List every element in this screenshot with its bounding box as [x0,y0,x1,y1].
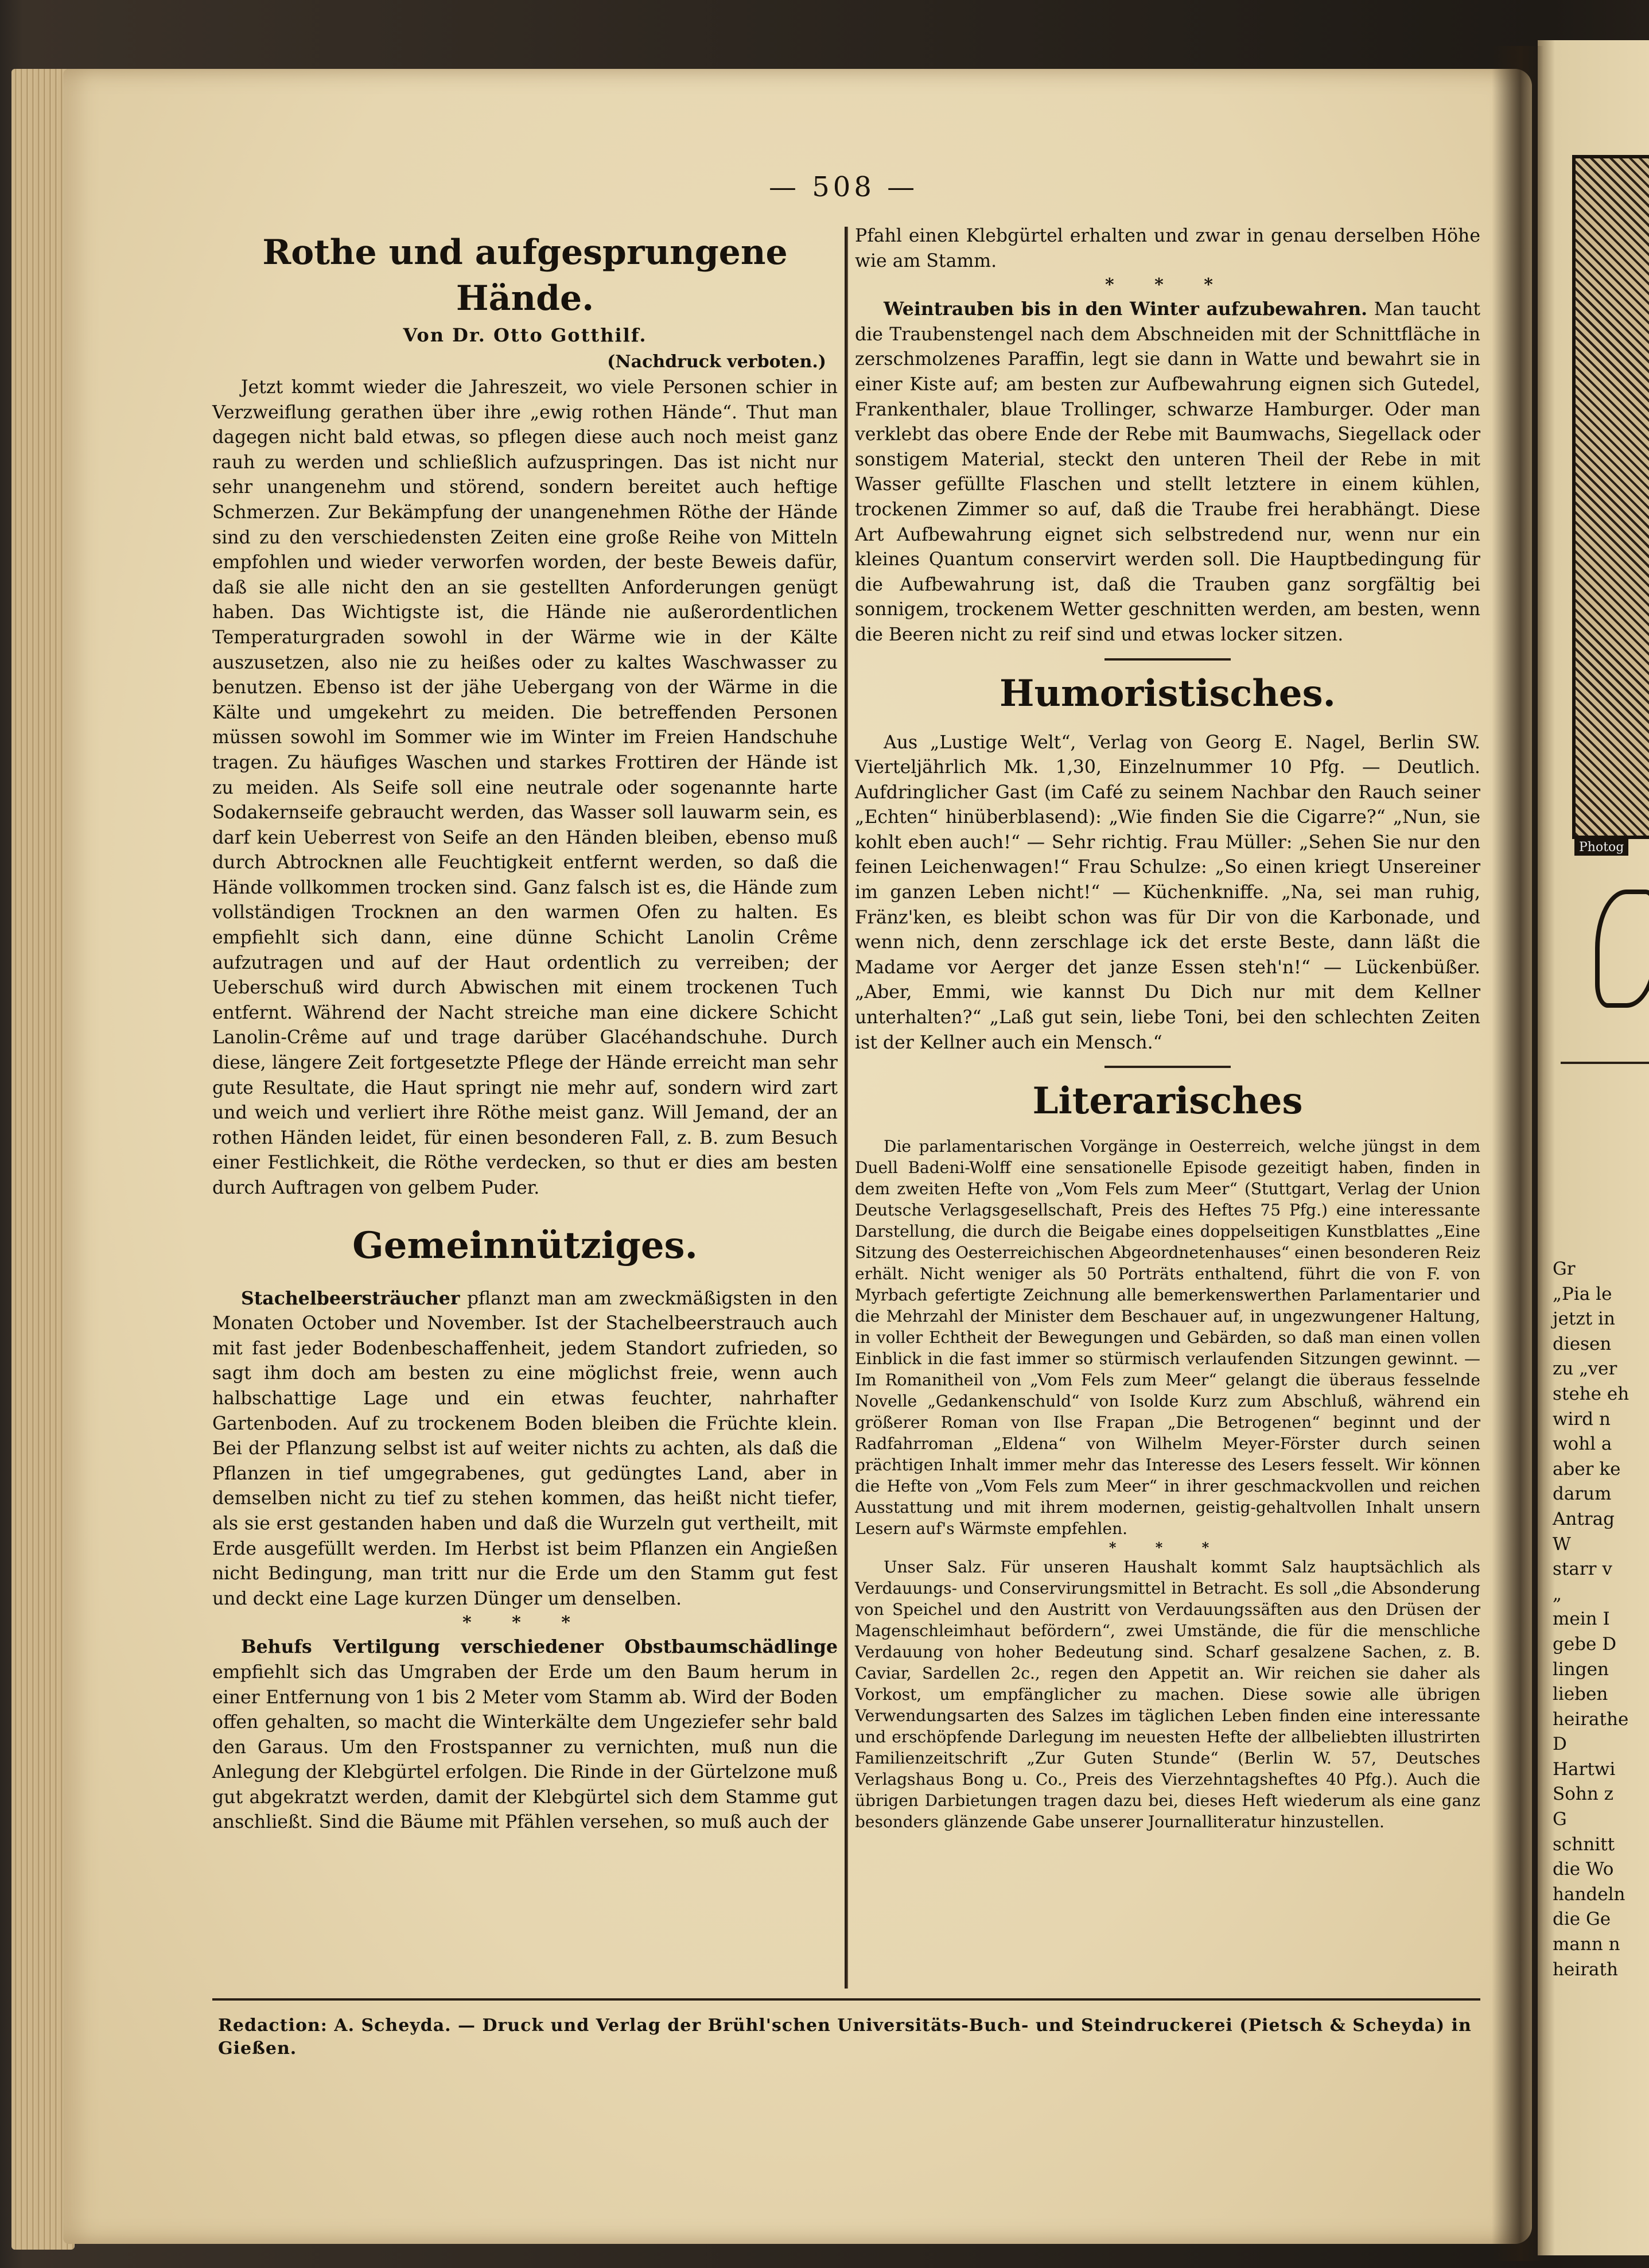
adjacent-line: lingen [1553,1659,1609,1680]
adjacent-line: heirath [1553,1959,1618,1980]
article-byline: Von Dr. Otto Gotthilf. [403,324,647,346]
section-rule [1104,1066,1231,1068]
paragraph-lead: Weintrauben bis in den Winter aufzubewahren. [884,298,1368,320]
section-rule [1104,658,1231,661]
salt-paragraph: Unser Salz. Für unseren Haushalt kommt Salz hauptsächlich als Verdauungs- und Conservirungsmittel in Betracht. Es soll „die Absonderung von Speichel und den Austritt von Verdauungssäften aus den Drüsen der Magenschleimhaut befördern“, zwei Umstände, die für die menschliche Verdauung von hoher Bedeutung sind. Scharf gesalzene Sachen, z. B. Caviar, Sardellen 2c., regen den Appetit an. Wir reichen sie daher als Vorkost, um empfänglicher zu machen. Diese sowie alle übrigen Verwendungsarten des Salzes im täglichen Leben finden eine interessante und erschöpfende Darlegung im neuesten Hefte der allbeliebten illustrirten Familienzeitschrift „Zur Guten Stunde“ (Berlin W. 57, Deutsches Verlagshaus Bong u. Co., Preis des Vierzehntagsheftes 40 Pfg.). Auch die übrigen Darbietungen tragen dazu bei, dieses Heft wiederum als eine ganz besonders glänzende Gabe unserer Journalliteratur hinzustellen. [855,1558,1480,1832]
adjacent-page [1538,40,1649,2255]
engraving-illustration [1572,155,1649,839]
reprint-notice: (Nachdruck verboten.) [607,352,826,372]
paragraph-text: pflanzt man am zweckmäßigsten in den Monaten October und November. Ist der Stachelbeerstrauch auch mit fast jeder Bodenbeschaffenheit, jedem Standort zufrieden, so sagt ihm doch am besten zu eine möglichst freie, wenn auch halbschattige Lage und ein etwas feuchter, nahrhafter Gartenboden. Auf zu trockenem Boden bleiben die Früchte klein. Bei der Pflanzung selbst ist auf weiter nichts zu achten, als daß die Pflanzen in tief umgegrabenes, gut gedüngtes Land, aber in demselben nicht zu tief zu stehen kommen, das heißt nicht tiefer, als sie erst gestanden haben und daß die Wurzeln gut vertheilt, mit Erde ausgefüllt werden. Im Herbst ist beim Pflanzen ein Angießen nicht Bedingung, man tritt nur die Erde um den Stamm gut fest und deckt eine Lage kurzen Dünger um denselben. [212,1288,838,1609]
left-column [212,230,838,1835]
page-number: — 508 — [769,171,919,203]
adjacent-line: darum [1553,1483,1612,1505]
article-body: Jetzt kommt wieder die Jahreszeit, wo viele Personen schier in Verzweiflung gerathen über ihre „ewig rothen Hände“. Thut man dagegen nicht bald etwas, so pflegen diese auch noch meist ganz rauh zu werden und schließlich aufzuspringen. Das ist nicht nur sehr unangenehm und störend, sondern bereitet auch heftige Schmerzen. Zur Bekämpfung der unangenehmen Röthe der Hände sind zu den verschiedensten Zeiten eine große Reihe von Mitteln empfohlen und wieder verworfen worden, der beste Beweis dafür, daß sie alle nicht den an sie gestellten Anforderungen genügt haben. Das Wichtigste ist, die Hände nie außerordentlichen Temperaturgraden sowohl in der Wärme wie in der Kälte auszusetzen, also nie zu heißes oder zu kaltes Waschwasser zu benutzen. Ebenso ist der jähe Uebergang von der Wärme in die Kälte und umgekehrt zu meiden. Die betreffenden Personen müssen sowohl im Sommer wie im Winter im Freien Handschuhe tragen. Zu häufiges Waschen und starkes Frottiren der Hände ist zu meiden. Als Seife soll eine neutrale oder sogenannte harte Sodakernseife gebraucht werden, das Wasser soll lauwarm sein, es darf kein Ueberrest von Seife an den Händen bleiben, ebenso muß durch Abtrocknen alle Feuchtigkeit entfernt werden, so daß die Hände vollkommen trocken sind. Ganz falsch ist es, die Hände zum vollständigen Trocknen an den warmen Ofen zu halten. Es empfiehlt sich dann, eine dünne Schicht Lanolin Crême aufzutragen und auf der Haut ordentlich zu verreiben; der Ueberschuß wird durch Abwischen mit einem trockenen Tuch entfernt. Während der Nacht streiche man eine dickere Schicht Lanolin-Crême auf und trage darüber Glacéhandschuhe. Durch diese, längere Zeit fortgesetzte Pflege der Hände erreicht man sehr gute Resultate, die Haut springt nie mehr auf, sondern wird zart und weich und verliert ihre Röthe meist ganz. Will Jemand, der an rothen Händen leidet, für einen besonderen Fall, z. B. zum Besuch einer Festlichkeit, die Röthe verdecken, so thut er dies am besten durch Auftragen von gelbem Puder. [212,377,838,1198]
adjacent-line: handeln [1553,1883,1625,1905]
grapes-paragraph [855,297,1480,647]
adjacent-line: heirathe [1553,1708,1629,1730]
adjacent-line: wohl a [1553,1434,1612,1455]
asterism: * * * [462,1613,588,1633]
section-heading-humoristisches: Humoristisches. [999,671,1336,715]
adjacent-line: starr v [1553,1559,1612,1580]
paragraph-text: empfiehlt sich das Umgraben der Erde um den Baum herum in einer Entfernung von 1 bis 2 Meter vom Stamm ab. Wird der Boden offen gehalten, so macht die Winterkälte dem Ungeziefer sehr bald den Garaus. Um den Frostspanner zu vernichten, muß nun die Anlegung der Klebgürtel erfolgen. Die Rinde in der Gürtelzone muß gut abgekratzt werden, damit der Klebgürtel sich dem Stamme gut anschließt. Sind die Bäume mit Pfählen versehen, so muß auch der [212,1661,838,1833]
asterism: * * * [1105,275,1230,296]
paragraph-text: Man taucht die Traubenstengel nach dem Abschneiden mit der Schnittfläche in zerschmolzenes Paraffin, legt sie dann in Watte und bewahrt sie in einer Kiste auf; am besten zur Aufbewahrung eignen sich Gutedel, Frankenthaler, blaue Trollinger, schwarze Hamburger. Oder man verklebt das obere Ende der Rebe mit Baumwachs, Siegellack oder sonstigem Material, steckt den unteren Theil der Rebe in mit Wasser gefüllte Flaschen und stellt letztere in einem kühlen, trockenen Zimmer so auf, daß die Traube frei herabhängt. Diese Art Aufbewahrung eignet sich selbstredend nur, wenn nur ein kleines Quantum conservirt werden soll. Die Hauptbedingung für die Aufbewahrung ist, daß die Trauben ganz sorgfältig bei sonnigem, trockenem Wetter geschnitten werden, am besten, wenn die Beeren nicht zu reif sind und etwas locker sitzen. [855,299,1480,645]
adjacent-line: die Wo [1553,1859,1614,1880]
adjacent-line: schnitt [1553,1834,1615,1855]
paragraph-lead: Stachelbeersträucher [241,1287,460,1309]
adjacent-line: D [1553,1734,1567,1755]
right-column [855,224,1480,1832]
continuation-paragraph: Pfahl einen Klebgürtel erhalten und zwar in genau derselben Höhe wie am Stamm. [855,226,1480,271]
gooseberry-paragraph [212,1286,838,1612]
adjacent-page-text [1553,1257,1649,1982]
adjacent-line: Gr [1553,1259,1576,1279]
adjacent-line: mein I [1553,1609,1610,1630]
section-heading-gemeinnuetziges: Gemeinnütziges. [352,1224,698,1267]
adjacent-line: lieben [1553,1684,1608,1705]
adjacent-line: gebe D [1553,1633,1617,1655]
adjacent-line: W [1553,1533,1571,1555]
adjacent-line: „Pia le [1553,1283,1612,1304]
adjacent-line: stehe eh [1553,1383,1629,1404]
column-divider-edge [847,227,848,1989]
adjacent-line: Hartwi [1553,1758,1616,1780]
adjacent-line: die Ge [1553,1909,1611,1930]
adjacent-line: mann n [1553,1934,1620,1955]
paragraph-lead: Behufs Vertilgung verschiedener Obstbaumschädlinge [241,1636,838,1658]
adjacent-line: aber ke [1553,1458,1621,1479]
literature-paragraph: Die parlamentarischen Vorgänge in Oesterreich, welche jüngst in dem Duell Badeni-Wolff eine sensationelle Episode gezeitigt haben, finden in dem zweiten Hefte von „Vom Fels zum Meer“ (Stuttgart, Verlag der Union Deutsche Verlagsgesellschaft, Preis des Heftes 75 Pfg.) eine interessante Darstellung, die durch die Beigabe eines doppelseitigen Kunstblattes „Eine Sitzung des Oesterreichischen Abgeordnetenhauses“ einen besonderen Reiz erhält. Nicht weniger als 50 Porträts enthaltend, führt die von F. von Myrbach gefertigte Zeichnung alle bemerkenswerthen Parlamentarier und die Mehrzahl der Minister dem Beschauer auf, in ungezwungener Haltung, in voller Echtheit der Bewegungen und Gebärden, so daß man einen vollen Einblick in die fast immer so stürmisch verlaufenden Sitzungen gewinnt. — Im Romanitheil von „Vom Fels zum Meer“ gelangt die überaus fesselnde Novelle „Gedankenschuld“ von Isolde Kurz zum Abschluß, während ein größerer Roman von Ilse Frapan „Die Betrogenen“ beginnt und der Radfahrroman „Eldena“ von Wilhelm Meyer-Förster durch seinen prächtigen Inhalt immer mehr das Interesse des Lesers fesselt. Wir können die Hefte von „Vom Fels zum Meer“ in ihrer geschmackvollen und reichen Ausstattung und mit ihrem modernen, geistig-gehaltvollen Inhalt unsern Lesern auf's Wärmste empfehlen. [855,1137,1480,1539]
adjacent-line: „ [1553,1583,1562,1605]
adjacent-line: G [1553,1809,1567,1830]
adjacent-line: wird n [1553,1408,1611,1430]
adjacent-line: Antrag [1553,1508,1615,1529]
illustration-caption: Photog [1574,839,1628,856]
book-gutter [1492,46,1543,2261]
article-title: Rothe und aufgesprungene Hände. [262,232,788,319]
asterism: * * * [1109,1539,1227,1556]
footer-rule [212,1998,1480,2001]
humor-paragraph: Aus „Lustige Welt“, Verlag von Georg E. Nagel, Berlin SW. Vierteljährlich Mk. 1,30, Einzelnummer 10 Pfg. — Deutlich. Aufdringlicher Gast (im Café zu seinem Nachbar den Rauch seiner „Echten“ hinüberblasend): „Wie finden Sie die Cigarre?“ „Nun, sie kohlt eben auch!“ — Sehr richtig. Frau Müller: „Sehen Sie nur den feinen Leichenwagen!“ Frau Schulze: „So einen kriegt Unsereiner im ganzen Leben nicht!“ — Küchenkniffe. „Na, sei man ruhig, Fränz'ken, es bleibt schon was für Dir von die Karbonade, und wenn nich, denn zerschlage ick det erste Beste, dann läßt die Madame vor Aerger det janze Essen steh'n!“ — Lückenbüßer. „Aber, Emmi, wie kannst Du Dich nur mit dem Kellner unterhalten?“ „Laß gut sein, liebe Toni, bei den schlechten Zeiten ist der Kellner auch ein Mensch.“ [855,732,1480,1053]
pest-control-paragraph [212,1634,838,1835]
imprint-footer: Redaction: A. Scheyda. — Druck und Verlag der Brühl'schen Universitäts-Buch- und Steindruckerei (Pietsch & Scheyda) in Gießen. [218,2015,1472,2059]
section-heading-literarisches: Literarisches [1032,1079,1303,1123]
adjacent-line: zu „ver [1553,1358,1617,1380]
adjacent-line: diesen [1553,1333,1612,1354]
ornamental-initial [1595,890,1649,1008]
adjacent-line: jetzt in [1553,1308,1615,1330]
adjacent-line: Sohn z [1553,1784,1614,1805]
divider-rule [1561,1062,1649,1064]
